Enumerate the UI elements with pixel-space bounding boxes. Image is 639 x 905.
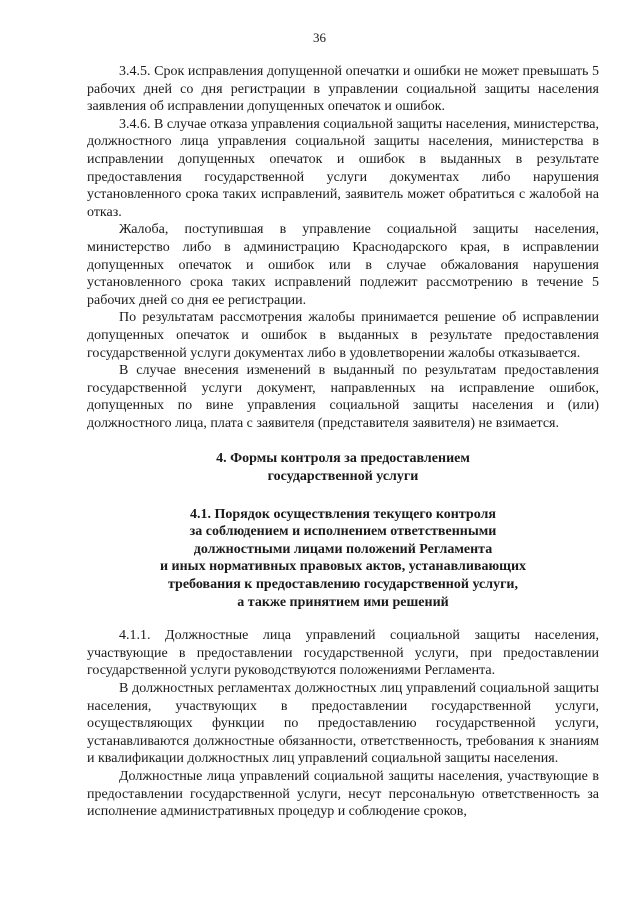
paragraph-3-4-6: 3.4.6. В случае отказа управления социальной защиты населения, министерства, должностного лица управления социальной защиты населения, министерства в исправлении допущенных опечаток и ошибок в выданных в результате предоставления государственной услуги документах либо нарушения установленного срока таких исправлений, заявитель может обратиться с жалобой на отказ. bbox=[87, 116, 599, 220]
section-4-1-heading bbox=[87, 506, 599, 612]
spacer bbox=[87, 611, 599, 627]
page-number: 36 bbox=[313, 30, 326, 45]
spacer bbox=[87, 486, 599, 506]
paragraph-no-fee: В случае внесения изменений в выданный по результатам предоставления государственной услуги документ, направленных на исправление ошибок, допущенных по вине управления социальной защиты населения и (или) должностного лица, плата с заявителя (представителя заявителя) не взимается. bbox=[87, 363, 599, 431]
section-4-1-heading-line: и иных нормативных правовых актов, устанавливающих bbox=[159, 559, 527, 575]
section-4-heading bbox=[87, 450, 599, 485]
section-4-heading-line: 4. Формы контроля за предоставлением bbox=[216, 451, 470, 467]
section-4-1-heading-line: за соблюдением и исполнением ответственными bbox=[189, 524, 497, 540]
paragraph-responsibility: Должностные лица управлений социальной защиты населения, участвующие в предоставлении государственной услуги, несут персональную ответственность за исполнение административных процедур и соблюдение сроков, bbox=[87, 768, 599, 820]
paragraph-complaint: Жалоба, поступившая в управление социальной защиты населения, министерство либо в администрацию Краснодарского края, в исправлении допущенных опечаток и ошибок или в случае обжалования нарушения установленного срока таких исправлений подлежит рассмотрению в течение 5 рабочих дней со дня ее регистрации. bbox=[87, 222, 599, 308]
spacer bbox=[87, 432, 599, 450]
section-4-1-heading-line: 4.1. Порядок осуществления текущего контроля bbox=[190, 506, 496, 522]
section-4-1-heading-line: а также принятием ими решений bbox=[237, 594, 449, 610]
paragraph-job-regulations: В должностных регламентах должностных лиц управлений социальной защиты населения, участвующих в предоставлении государственной услуги, осуществляющих функции по предоставлению государственной услуги, устанавливаются должностные обязанности, ответственность, требования к знаниям и квалификации должностных лиц управлений социальной защиты населения. bbox=[87, 681, 599, 767]
section-4-1-heading-line: должностными лицами положений Регламента bbox=[193, 541, 493, 557]
paragraph-3-4-5: 3.4.5. Срок исправления допущенной опечатки и ошибки не может превышать 5 рабочих дней со дня регистрации в управлении социальной защиты населения заявления об исправлении допущенных опечаток и ошибок. bbox=[87, 64, 599, 115]
paragraph-complaint-result: По результатам рассмотрения жалобы принимается решение об исправлении допущенных опечаток и ошибок в выданных в результате предоставления государственной услуги документах либо в удовлетворении жалобы отказывается. bbox=[87, 310, 599, 361]
section-4-heading-line: государственной услуги bbox=[267, 469, 419, 485]
document-body bbox=[87, 63, 599, 821]
paragraph-4-1-1: 4.1.1. Должностные лица управлений социальной защиты населения, участвующие в предоставлении государственной услуги, при предоставлении государственной услуги руководствуются положениями Регламента. bbox=[87, 628, 599, 679]
section-4-1-heading-line: требования к предоставлению государственной услуги, bbox=[168, 577, 518, 593]
